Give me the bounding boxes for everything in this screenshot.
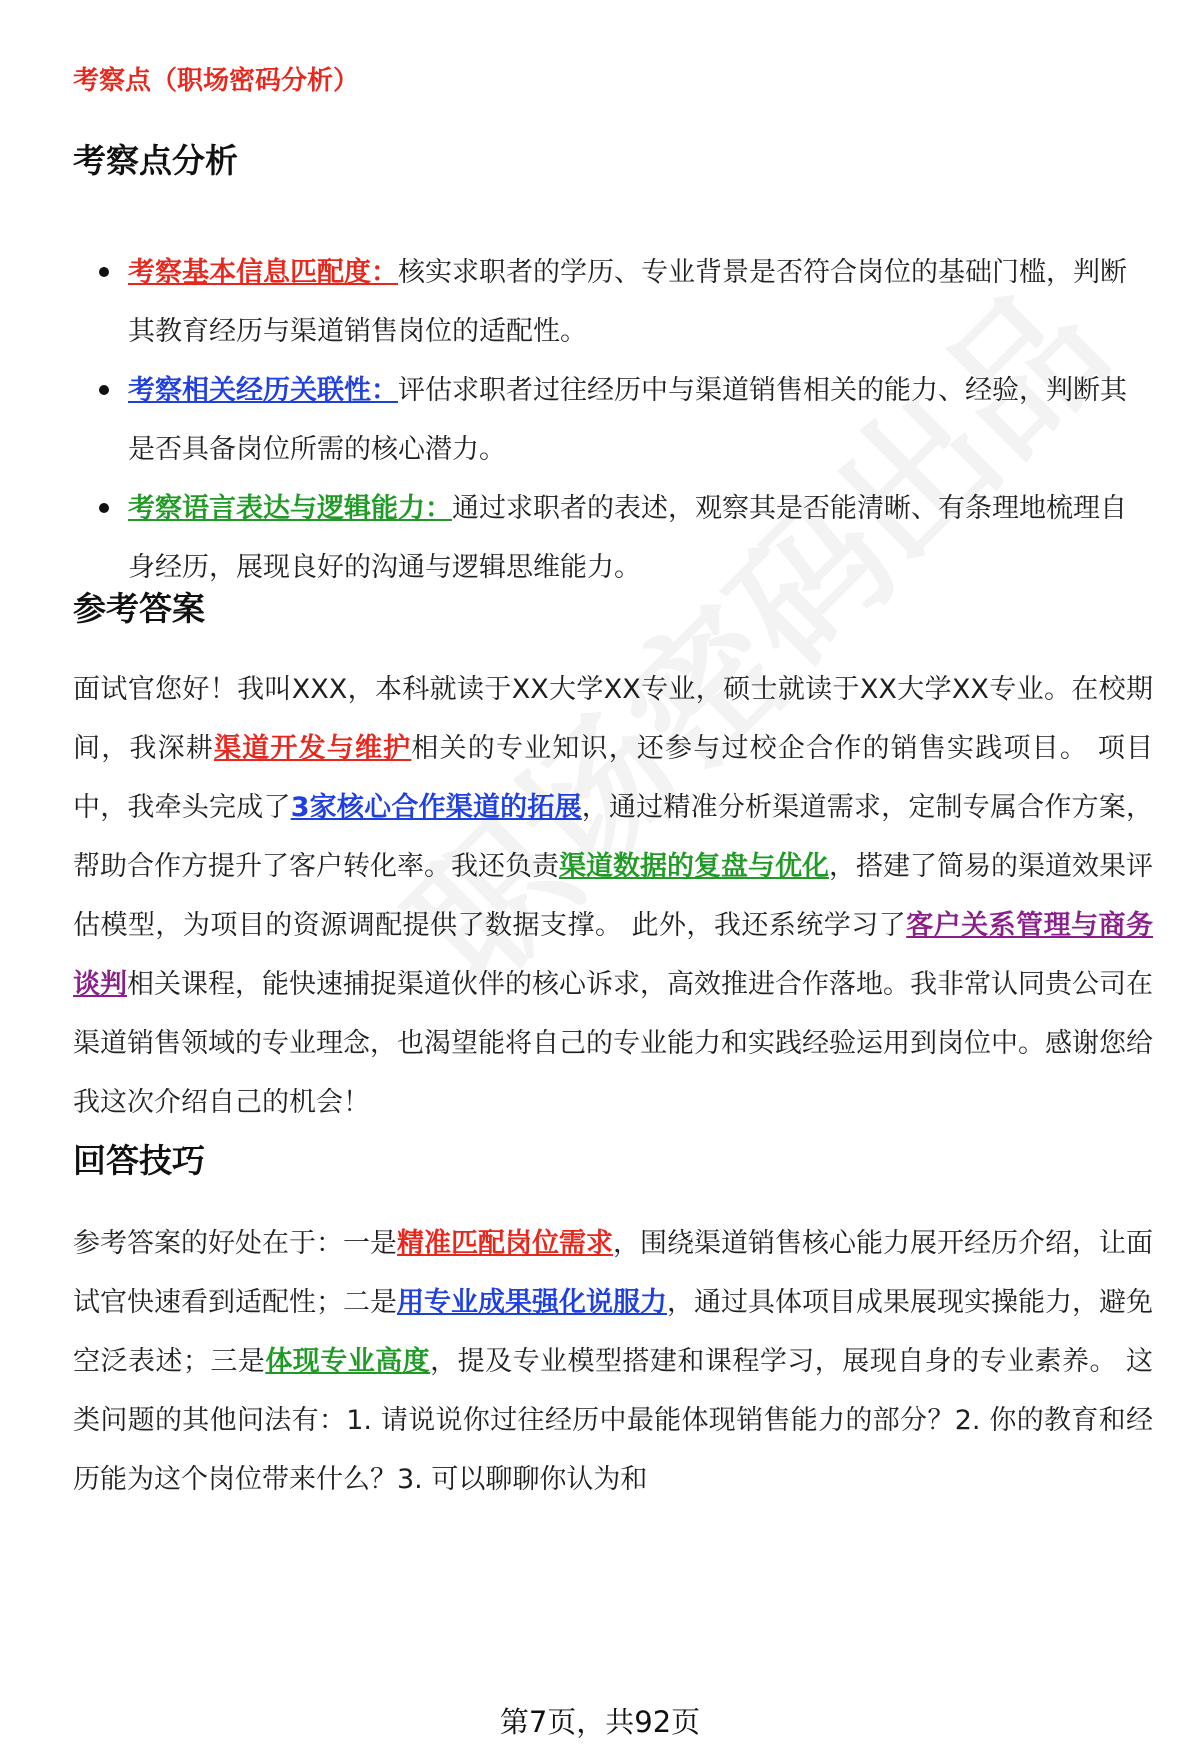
tips-highlight: 用专业成果强化说服力 — [397, 1287, 667, 1318]
answer-highlight: 3家核心合作渠道的拓展 — [290, 792, 582, 823]
analysis-bullet-3 — [73, 479, 1153, 597]
page-number-footer: 第7页，共92页 — [499, 1705, 701, 1739]
analysis-bullet-list — [73, 243, 1153, 597]
answer-highlight: 客户关系管理与商务谈判 — [73, 910, 1153, 1000]
bullet-text: 通过求职者的表述，观察其是否能清晰、有条理地梳理自身经历，展现良好的沟通与逻辑思维能力。 — [128, 493, 1127, 583]
bullet-label: 考察基本信息匹配度： — [128, 257, 398, 288]
bullet-label: 考察语言表达与逻辑能力： — [128, 493, 452, 524]
tips-text: 参考答案的好处在于：一是 — [73, 1228, 397, 1259]
answer-highlight: 渠道开发与维护 — [213, 733, 412, 764]
bullet-text: 评估求职者过往经历中与渠道销售相关的能力、经验，判断其是否具备岗位所需的核心潜力。 — [128, 375, 1127, 465]
answer-tips-paragraph — [73, 1214, 1153, 1509]
bullet-text: 核实求职者的学历、专业背景是否符合岗位的基础门槛，判断其教育经历与渠道销售岗位的适配性。 — [128, 257, 1127, 347]
analysis-bullet-1 — [73, 243, 1153, 361]
section-title-answer-tips: 回答技巧 — [73, 1141, 205, 1180]
answer-text: 面试官您好！我叫XXX，本科就读于XX大学XX专业，硕士就读于XX大学XX专业。在校期间，我深耕 — [73, 674, 1153, 764]
answer-text: ，搭建了简易的渠道效果评估模型，为项目的资源调配提供了数据支撑。 此外，我还系统学习了 — [73, 851, 1153, 941]
bullet-label: 考察相关经历关联性： — [128, 375, 398, 406]
answer-text: 相关课程，能快速捕捉渠道伙伴的核心诉求，高效推进合作落地。我非常认同贵公司在渠道销售领域的专业理念，也渴望能将自己的专业能力和实践经验运用到岗位中。感谢您给我这次介绍自己的机会！ — [73, 969, 1153, 1118]
tips-highlight: 体现专业高度 — [265, 1346, 431, 1377]
section-title-analysis: 考察点分析 — [73, 141, 238, 180]
tips-highlight: 精准匹配岗位需求 — [397, 1228, 613, 1259]
reference-answer-paragraph — [73, 660, 1153, 1132]
document-top-title: 考察点（职场密码分析） — [73, 66, 360, 96]
answer-text: ，通过精准分析渠道需求，定制专属合作方案，帮助合作方提升了客户转化率。我还负责 — [73, 792, 1154, 882]
tips-text: ，提及专业模型搭建和课程学习，展现自身的专业素养。 这类问题的其他问法有：1. 请说说你过往经历中最能体现销售能力的部分？2. 你的教育和经历能为这个岗位带来什么？3. 可以聊聊你认为和 — [73, 1346, 1154, 1495]
section-title-reference-answer: 参考答案 — [73, 589, 205, 628]
tips-text: ，围绕渠道销售核心能力展开经历介绍，让面试官快速看到适配性；二是 — [73, 1228, 1153, 1318]
tips-text: ，通过具体项目成果展现实操能力，避免空泛表述；三是 — [73, 1287, 1153, 1377]
answer-highlight: 渠道数据的复盘与优化 — [559, 851, 829, 882]
answer-text: 相关的专业知识，还参与过校企合作的销售实践项目。 项目中，我牵头完成了 — [73, 733, 1154, 823]
analysis-bullet-2 — [73, 361, 1153, 479]
